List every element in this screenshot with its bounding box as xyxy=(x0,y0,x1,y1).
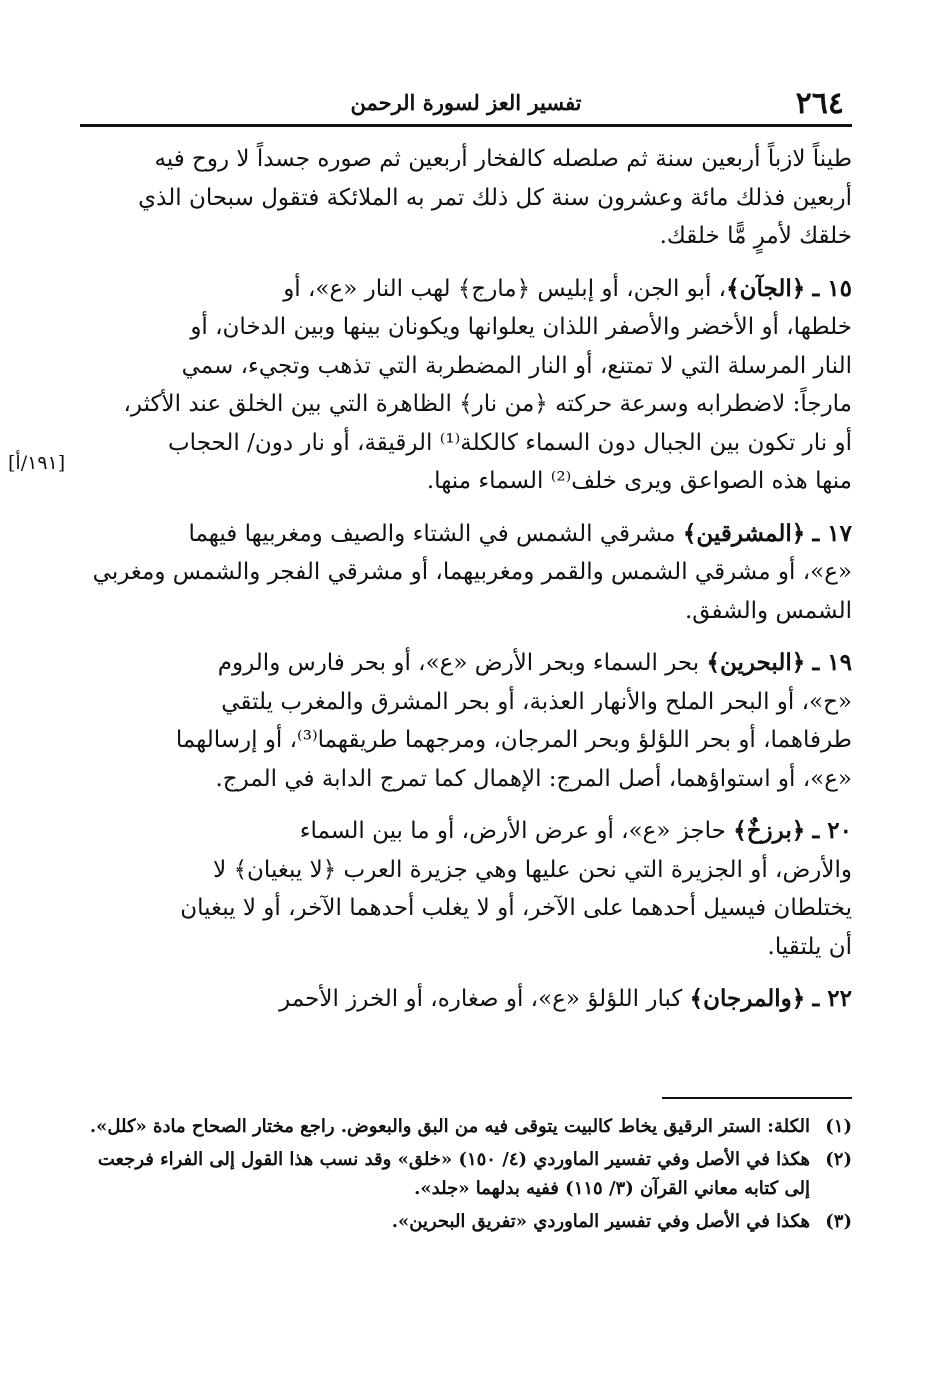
text-line: أو نار تكون بين الجبال دون السماء كالكلة⁽¹⁾ الرقيقة، أو نار دون/ الحجاب xyxy=(168,429,852,456)
text-line: خلطها، أو الأخضر والأصفر اللذان يعلوانها ويكونان بينها وبين الدخان، أو xyxy=(190,314,852,340)
text-line: الشمس والشفق. xyxy=(685,597,852,624)
verse-number: ٢٠ ـ xyxy=(812,817,852,844)
text-line: يختلطان فيسيل أحدهما على الآخر، أو لا يغلب أحدهما الآخر، أو لا يبغيان xyxy=(180,895,852,921)
text-line: والأرض، أو الجزيرة التي نحن عليها وهي جزيرة العرب ﴿لا يبغيان﴾ لا xyxy=(213,856,852,883)
quranic-term: ﴿البحرين﴾ xyxy=(706,649,806,676)
text-line: «ع»، أو مشرقي الشمس والقمر ومغربيهما، أو مشرقي الفجر والشمس ومغربي xyxy=(92,559,852,585)
text-line: مارجاً: لاضطرابه وسرعة حركته ﴿من نار﴾ الظاهرة التي بين الخلق عند الأكثر، xyxy=(123,391,852,417)
text-line: أن يلتقيا. xyxy=(767,933,852,960)
footnote-separator xyxy=(662,1097,852,1099)
text-line: النار المرسلة التي لا تمتنع، أو النار المضطربة التي تذهب وتجيء، سمي xyxy=(181,352,852,379)
quranic-term: ﴿المشرقين﴾ xyxy=(682,519,806,547)
text-line: طرفاهما، أو بحر اللؤلؤ وبحر المرجان، ومرجهما طريقهما⁽³⁾، أو إرسالهما xyxy=(175,727,852,753)
footnote-mark: (٣) xyxy=(825,1211,852,1232)
page-header xyxy=(80,84,852,127)
verse-number: ١٩ ـ xyxy=(812,649,852,676)
text-line: خلقك لأمرٍ مًّا خلقك. xyxy=(659,223,852,249)
text-line: حاجز «ع»، أو عرض الأرض، أو ما بين السماء xyxy=(299,818,734,844)
quranic-term: ﴿الجآن﴾ xyxy=(726,274,806,302)
text-line: كبار اللؤلؤ «ع»، أو صغاره، أو الخرز الأحمر xyxy=(279,986,690,1012)
footnote-1 xyxy=(80,1112,852,1141)
running-title: تفسير العز لسورة الرحمن xyxy=(350,90,582,115)
text-line: «ح»، أو البحر الملح والأنهار العذبة، أو بحر المشرق والمغرب يلتقي xyxy=(221,688,852,715)
footnote-mark: (١) xyxy=(825,1116,852,1137)
footnote-text: هكذا في الأصل وفي تفسير الماوردي (٤/ ١٥٠) «خلق» وقد نسب هذا القول إلى الفراء فرجعت إلى كتابه معاني القرآن (٣/ ١١٥) ففيه بدلهما «جلد». xyxy=(97,1149,810,1199)
footnote-text: الكلة: الستر الرقيق يخاط كالبيت يتوقى فيه من البق والبعوض. راجع مختار الصحاح مادة «كلل». xyxy=(89,1116,810,1137)
text-line: مشرقي الشمس في الشتاء والصيف ومغربيها فيهما xyxy=(188,520,683,547)
manuscript-folio-reference: [١٩١/أ] xyxy=(8,452,66,474)
footnotes xyxy=(80,1112,852,1240)
text-line: «ع»، أو استواؤهما، أصل المرج: الإهمال كما تمرج الدابة في المرج. xyxy=(215,765,852,792)
page-number: ٢٦٤ xyxy=(795,86,844,121)
verse-number: ١٥ ـ xyxy=(812,274,852,302)
paragraph-verse-20 xyxy=(80,812,852,966)
text-line: طيناً لازباً أربعين سنة ثم صلصله كالفخار أربعين ثم صوره جسداً لا روح فيه xyxy=(154,146,852,172)
paragraph-verse-22 xyxy=(80,980,852,1019)
footnote-3 xyxy=(80,1207,852,1236)
text-line: أربعين فذلك مائة وعشرون سنة كل ذلك تمر به الملائكة فتقول سبحان الذي xyxy=(138,184,852,211)
footnote-2 xyxy=(80,1145,852,1203)
text-line: بحر السماء وبحر الأرض «ع»، أو بحر فارس والروم xyxy=(217,650,707,676)
quranic-term: ﴿برزخٌ﴾ xyxy=(733,817,806,844)
paragraph-verse-15 xyxy=(80,270,852,501)
quranic-term: ﴿والمرجان﴾ xyxy=(689,985,806,1012)
body-text xyxy=(80,140,852,1019)
text-line: منها هذه الصواعق ويرى خلف⁽²⁾ السماء منها. xyxy=(426,468,852,494)
verse-number: ١٧ ـ xyxy=(812,519,852,547)
text-line: ، أبو الجن، أو إبليس ﴿مارج﴾ لهب النار «ع»، أو xyxy=(283,275,727,302)
paragraph-continuation xyxy=(80,140,852,256)
verse-number: ٢٢ ـ xyxy=(812,985,852,1012)
paragraph-verse-17 xyxy=(80,515,852,631)
footnote-text: هكذا في الأصل وفي تفسير الماوردي «تفريق البحرين». xyxy=(391,1211,810,1232)
paragraph-verse-19 xyxy=(80,644,852,798)
footnote-mark: (٢) xyxy=(825,1149,852,1170)
